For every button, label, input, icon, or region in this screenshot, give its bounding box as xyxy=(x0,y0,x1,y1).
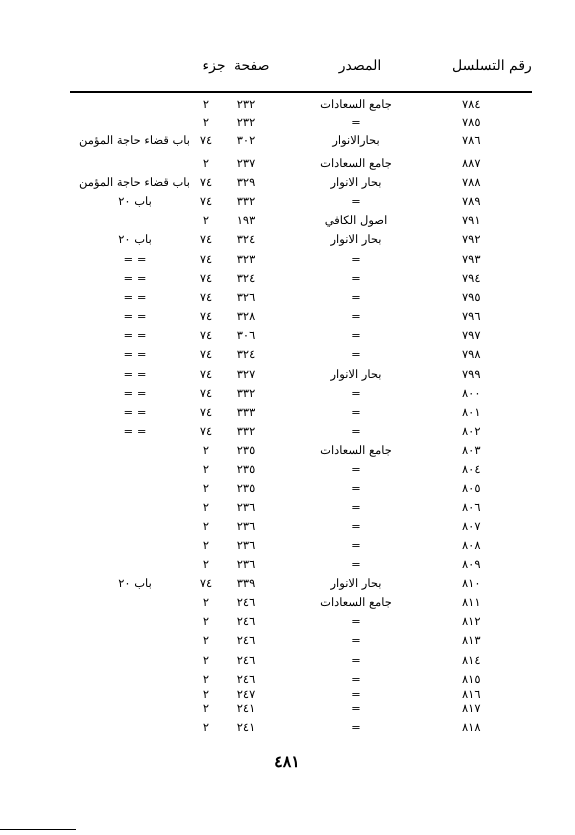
serial-number: ٧٩٤ xyxy=(462,271,481,285)
volume-number: ٢ xyxy=(202,481,210,495)
serial-number: ٧٩٢ xyxy=(462,232,481,246)
page-number-cell: ٣٠٦ xyxy=(236,328,256,342)
source-title: = xyxy=(351,194,361,208)
table-row xyxy=(0,652,575,669)
volume-number: ٧٤ xyxy=(199,232,213,246)
serial-number: ٨٠٤ xyxy=(462,462,481,476)
source-title: = xyxy=(351,271,361,285)
serial-number: ٧٩٩ xyxy=(462,367,481,381)
source-title: بحار الانوار xyxy=(330,367,382,381)
serial-number: ٨١٠ xyxy=(462,576,481,590)
page-number-cell: ٢٣٢ xyxy=(236,115,256,129)
source-title: جامع السعادات xyxy=(320,97,392,111)
volume-number: ٢ xyxy=(202,595,210,609)
page-number-cell: ٣٣٣ xyxy=(236,405,256,419)
note-text: باب قضاء حاجة المؤمن xyxy=(79,175,190,189)
source-title: = xyxy=(351,633,361,647)
source-title: بحار الانوار xyxy=(330,576,382,590)
table-row xyxy=(0,174,575,191)
table-row xyxy=(0,480,575,497)
serial-number: ٧٨٨ xyxy=(462,175,481,189)
source-title: = xyxy=(351,290,361,304)
page-number-cell: ٣٣٢ xyxy=(236,386,256,400)
source-title: = xyxy=(351,328,361,342)
serial-number: ٧٩٥ xyxy=(462,290,481,304)
serial-number: ٨٠٠ xyxy=(462,386,481,400)
note-text: = = xyxy=(123,386,147,400)
page-number-cell: ٢٣٦ xyxy=(236,538,256,552)
note-text: باب ٢٠ xyxy=(118,194,152,208)
table-row xyxy=(0,96,575,113)
source-title: = xyxy=(351,614,361,628)
table-row xyxy=(0,423,575,440)
table-row xyxy=(0,231,575,248)
volume-number: ٧٤ xyxy=(199,133,213,147)
volume-number: ٧٤ xyxy=(199,290,213,304)
table-row xyxy=(0,251,575,268)
serial-number: ٨٨٧ xyxy=(462,156,481,170)
note-text: = = xyxy=(123,367,147,381)
header-page: صفحة xyxy=(234,58,270,74)
source-title: = xyxy=(351,252,361,266)
volume-number: ٧٤ xyxy=(199,576,213,590)
note-text: = = xyxy=(123,405,147,419)
page-number-cell: ٢٤١ xyxy=(236,720,256,734)
serial-number: ٨٠٣ xyxy=(462,443,481,457)
page-number-cell: ٢٣٦ xyxy=(236,519,256,533)
volume-number: ٧٤ xyxy=(199,386,213,400)
page-number-cell: ٣٢٤ xyxy=(236,347,256,361)
serial-number: ٨١٦ xyxy=(462,687,481,701)
page-number-cell: ٣٢٩ xyxy=(236,175,256,189)
volume-number: ٧٤ xyxy=(199,347,213,361)
serial-number: ٧٨٤ xyxy=(462,97,481,111)
header-volume: جزء xyxy=(202,58,226,74)
source-title: = xyxy=(351,687,361,701)
page-number-cell: ٢٤٦ xyxy=(236,614,256,628)
table-row xyxy=(0,155,575,172)
table-row xyxy=(0,518,575,535)
table-row xyxy=(0,594,575,611)
source-title: اصول الكافي xyxy=(324,213,388,227)
note-text: = = xyxy=(123,252,147,266)
serial-number: ٧٩٣ xyxy=(462,252,481,266)
table-row xyxy=(0,114,575,131)
table-row xyxy=(0,499,575,516)
page-number-cell: ٣٢٣ xyxy=(236,252,256,266)
header-rule xyxy=(70,91,532,93)
page-number-cell: ٢٤٦ xyxy=(236,653,256,667)
volume-number: ٧٤ xyxy=(199,175,213,189)
page-number-cell: ٣٣٩ xyxy=(236,576,256,590)
volume-number: ٧٤ xyxy=(199,328,213,342)
source-title: = xyxy=(351,405,361,419)
volume-number: ٢ xyxy=(202,156,210,170)
page-number-cell: ٢٤٧ xyxy=(236,687,256,701)
volume-number: ٢ xyxy=(202,701,210,715)
source-title: = xyxy=(351,557,361,571)
volume-number: ٢ xyxy=(202,538,210,552)
volume-number: ٧٤ xyxy=(199,424,213,438)
volume-number: ٧٤ xyxy=(199,194,213,208)
volume-number: ٧٤ xyxy=(199,309,213,323)
source-title: جامع السعادات xyxy=(320,595,392,609)
volume-number: ٧٤ xyxy=(199,367,213,381)
source-title: = xyxy=(351,500,361,514)
page-number-cell: ٢٤٦ xyxy=(236,672,256,686)
serial-number: ٨٠٦ xyxy=(462,500,481,514)
volume-number: ٢ xyxy=(202,213,210,227)
header-serial: رقم التسلسل xyxy=(452,58,532,74)
page-number-cell: ٢٣٦ xyxy=(236,500,256,514)
note-text: = = xyxy=(123,347,147,361)
volume-number: ٧٤ xyxy=(199,252,213,266)
table-row xyxy=(0,613,575,630)
serial-number: ٨١٧ xyxy=(462,701,481,715)
note-text: = = xyxy=(123,290,147,304)
source-title: = xyxy=(351,519,361,533)
note-text: باب ٢٠ xyxy=(118,232,152,246)
table-row xyxy=(0,270,575,287)
note-text: = = xyxy=(123,328,147,342)
note-text: باب ٢٠ xyxy=(118,576,152,590)
table-row xyxy=(0,385,575,402)
source-title: = xyxy=(351,720,361,734)
source-title: بحار الانوار xyxy=(330,232,382,246)
source-title: بحارالانوار xyxy=(332,133,380,147)
volume-number: ٢ xyxy=(202,462,210,476)
page-number-cell: ٢٤٦ xyxy=(236,595,256,609)
source-title: = xyxy=(351,462,361,476)
page-number-cell: ٢٣٥ xyxy=(236,462,256,476)
volume-number: ٢ xyxy=(202,633,210,647)
source-title: بحار الانوار xyxy=(330,175,382,189)
table-row xyxy=(0,327,575,344)
serial-number: ٨١٥ xyxy=(462,672,481,686)
header-source: المصدر xyxy=(338,58,382,74)
page-number: ٤٨١ xyxy=(274,752,300,771)
table-row xyxy=(0,442,575,459)
page-number-cell: ٣٣٢ xyxy=(236,194,256,208)
volume-number: ٧٤ xyxy=(199,271,213,285)
table-row xyxy=(0,212,575,229)
serial-number: ٨١٨ xyxy=(462,720,481,734)
serial-number: ٨١٣ xyxy=(462,633,481,647)
page-number-cell: ٣٢٨ xyxy=(236,309,256,323)
serial-number: ٧٩٦ xyxy=(462,309,481,323)
serial-number: ٨٠١ xyxy=(462,405,481,419)
page-number-cell: ٣٢٦ xyxy=(236,290,256,304)
volume-number: ٢ xyxy=(202,653,210,667)
source-title: = xyxy=(351,672,361,686)
volume-number: ٢ xyxy=(202,557,210,571)
source-title: = xyxy=(351,538,361,552)
serial-number: ٨٠٢ xyxy=(462,424,481,438)
serial-number: ٧٨٩ xyxy=(462,194,481,208)
volume-number: ٢ xyxy=(202,500,210,514)
volume-number: ٢ xyxy=(202,115,210,129)
note-text: باب قضاء حاجة المؤمن xyxy=(79,133,190,147)
volume-number: ٢ xyxy=(202,672,210,686)
table-row xyxy=(0,719,575,736)
table-row xyxy=(0,193,575,210)
source-title: = xyxy=(351,309,361,323)
serial-number: ٨٠٥ xyxy=(462,481,481,495)
note-text: = = xyxy=(123,271,147,285)
source-title: = xyxy=(351,115,361,129)
source-title: = xyxy=(351,653,361,667)
page-number-cell: ٣٣٢ xyxy=(236,424,256,438)
source-title: = xyxy=(351,424,361,438)
serial-number: ٧٩٧ xyxy=(462,328,481,342)
footer-rule xyxy=(0,829,76,830)
serial-number: ٧٨٦ xyxy=(462,133,481,147)
page-number-cell: ٢٤١ xyxy=(236,701,256,715)
serial-number: ٨٠٨ xyxy=(462,538,481,552)
source-title: = xyxy=(351,347,361,361)
serial-number: ٨١٢ xyxy=(462,614,481,628)
volume-number: ٢ xyxy=(202,687,210,701)
table-row xyxy=(0,308,575,325)
source-title: = xyxy=(351,701,361,715)
page-number-cell: ٣٢٧ xyxy=(236,367,256,381)
page-number-cell: ٢٤٦ xyxy=(236,633,256,647)
serial-number: ٨١٤ xyxy=(462,653,481,667)
source-title: جامع السعادات xyxy=(320,443,392,457)
page-number-cell: ٣٠٢ xyxy=(236,133,256,147)
page-number-cell: ٢٣٧ xyxy=(236,156,256,170)
page-number-cell: ٣٢٤ xyxy=(236,271,256,285)
table-row xyxy=(0,404,575,421)
table-row xyxy=(0,461,575,478)
serial-number: ٧٩١ xyxy=(462,213,481,227)
serial-number: ٧٨٥ xyxy=(462,115,481,129)
serial-number: ٨٠٩ xyxy=(462,557,481,571)
source-title: = xyxy=(351,481,361,495)
table-row xyxy=(0,289,575,306)
volume-number: ٢ xyxy=(202,519,210,533)
page-number-cell: ٢٣٥ xyxy=(236,481,256,495)
volume-number: ٢ xyxy=(202,97,210,111)
page-number-cell: ١٩٣ xyxy=(236,213,256,227)
page-number-cell: ٢٣٢ xyxy=(236,97,256,111)
serial-number: ٧٩٨ xyxy=(462,347,481,361)
table-row xyxy=(0,700,575,717)
source-title: = xyxy=(351,386,361,400)
table-row xyxy=(0,346,575,363)
page-number-cell: ٢٣٥ xyxy=(236,443,256,457)
table-row xyxy=(0,132,575,149)
serial-number: ٨١١ xyxy=(462,595,481,609)
table-row xyxy=(0,632,575,649)
page-number-cell: ٢٣٦ xyxy=(236,557,256,571)
volume-number: ٢ xyxy=(202,614,210,628)
serial-number: ٨٠٧ xyxy=(462,519,481,533)
table-row xyxy=(0,575,575,592)
note-text: = = xyxy=(123,424,147,438)
page-number-cell: ٣٢٤ xyxy=(236,232,256,246)
table-row xyxy=(0,366,575,383)
volume-number: ٢ xyxy=(202,443,210,457)
volume-number: ٧٤ xyxy=(199,405,213,419)
table-row xyxy=(0,537,575,554)
source-title: جامع السعادات xyxy=(320,156,392,170)
volume-number: ٢ xyxy=(202,720,210,734)
table-row xyxy=(0,556,575,573)
note-text: = = xyxy=(123,309,147,323)
